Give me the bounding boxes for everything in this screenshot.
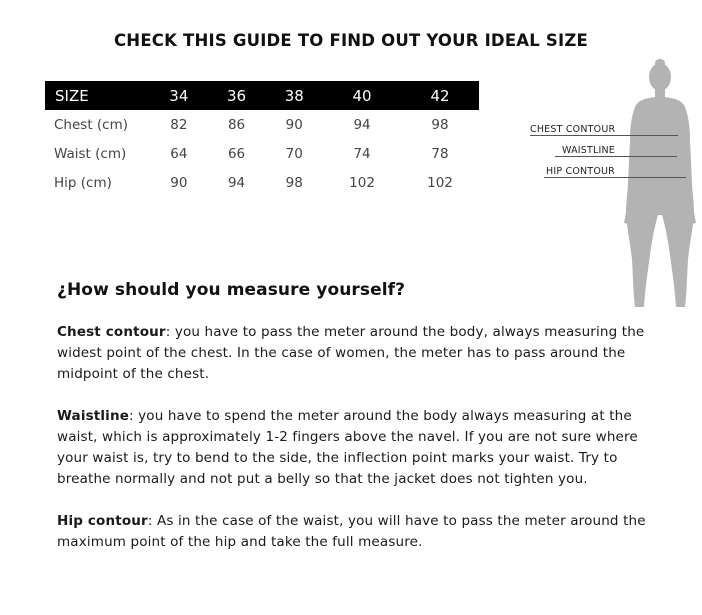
chest-contour-line [530,135,678,136]
measurement-guide [57,280,657,574]
table-cell: 90 [170,174,188,191]
row-label: Waist (cm) [54,145,127,162]
size-column-header: 36 [208,81,266,110]
table-cell: 98 [431,116,449,133]
size-header: SIZE [45,81,150,110]
table-cell: 70 [285,145,303,162]
waistline-label: WAISTLINE [562,145,616,156]
waistline-text: : you have to spend the meter around the body always measuring at the waist, which is approximately 1-2 fingers above the navel. If you are not sure where your waist is, try to bend to the side, the inflection point marks your waist. Try to breathe normally and not put a belly so that the jacket does not tighten you. [57,408,638,487]
body-measurement-figure [500,55,700,315]
table-row-waist [45,139,479,168]
table-cell: 90 [285,116,303,133]
size-column-header: 34 [150,81,208,110]
table-cell: 94 [353,116,371,133]
table-row-hip [45,168,479,197]
table-cell: 94 [227,174,246,191]
waistline-line [555,156,677,157]
hip-contour-label: HIP CONTOUR [546,166,615,177]
size-column-header: 40 [323,81,401,110]
chest-contour-paragraph [57,322,657,385]
row-label: Chest (cm) [54,116,129,133]
table-cell: 78 [431,145,449,162]
hip-contour-line [544,177,686,178]
table-cell: 74 [353,145,371,162]
guide-heading: ¿How should you measure yourself? [57,280,406,300]
body-silhouette-icon [500,55,700,315]
table-cell: 64 [170,145,188,162]
hip-contour-text: : As in the case of the waist, you will have to pass the meter around the maximum point of the hip and take the full measure. [57,513,646,550]
chest-contour-label: CHEST CONTOUR [530,124,616,135]
size-column-header: 42 [401,81,479,110]
chest-contour-term: Chest contour [57,324,166,340]
table-cell: 102 [427,174,453,191]
row-label: Hip (cm) [54,174,112,191]
chest-contour-text: : you have to pass the meter around the body, always measuring the widest point of the chest. In the case of women, the meter has to pass around the midpoint of the chest. [57,324,645,382]
table-row-chest [45,110,479,139]
hip-contour-paragraph [57,511,657,553]
table-cell: 66 [227,145,246,162]
size-column-header: 38 [265,81,323,110]
page-title: CHECK THIS GUIDE TO FIND OUT YOUR IDEAL SIZE [114,31,588,50]
size-table [45,81,479,197]
table-cell: 82 [170,116,188,133]
table-header-row [45,81,479,110]
waistline-term: Waistline [57,408,130,424]
waistline-paragraph [57,406,657,490]
table-cell: 98 [285,174,303,191]
table-cell: 102 [349,174,375,191]
hip-contour-term: Hip contour [57,513,148,529]
table-cell: 86 [227,116,246,133]
